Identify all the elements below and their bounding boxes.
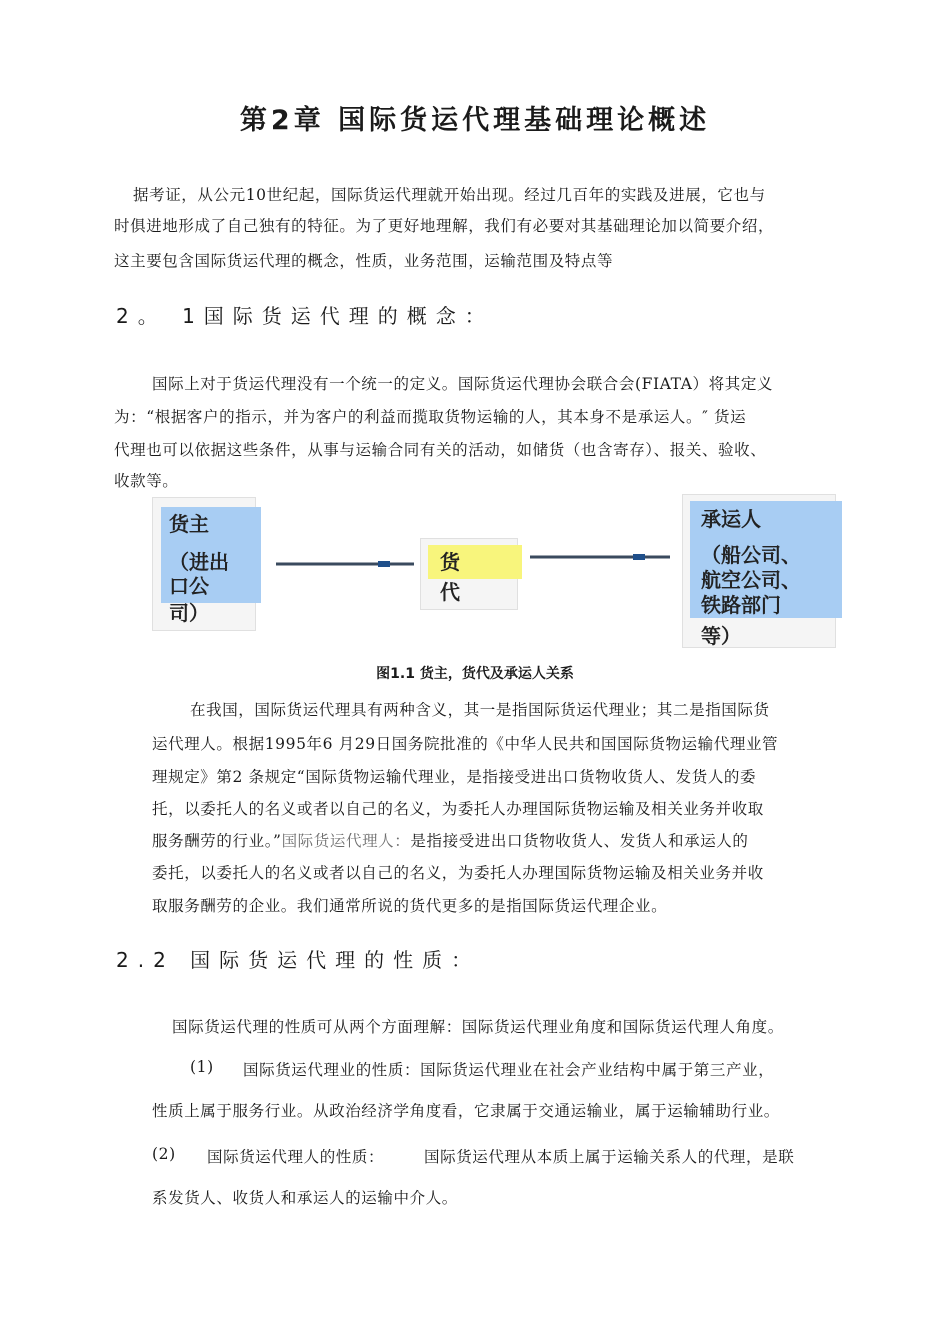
owner-label-3: 口公 xyxy=(169,574,209,598)
connector-owner-agent xyxy=(276,561,414,567)
p2-line-4: 托，以委托人的名义或者以自己的名义，为委托人办理国际货物运输及相关业务并收取 xyxy=(152,800,764,818)
agent-label-1: 货 xyxy=(440,550,460,574)
page-title: 第2章 国际货运代理基础理论概述 xyxy=(239,105,711,136)
owner-label-1: 货主 xyxy=(169,512,209,536)
intro-line-2: 时俱进地形成了自己独有的特征。为了更好地理解，我们有必要对其基础理论加以简要介绍， xyxy=(114,217,775,235)
s2-item-2-label: 国际货运代理人的性质： xyxy=(207,1148,385,1166)
p2-line-6: 委托，以委托人的名义或者以自己的名义，为委托人办理国际货物运输及相关业务并收 xyxy=(152,864,764,882)
p2-line-5 xyxy=(152,829,749,851)
p2-line-1: 在我国，国际货运代理具有两种含义，其一是指国际货运代理业；其二是指国际货 xyxy=(190,701,770,719)
owner-label-2: （进出 xyxy=(169,550,229,574)
carrier-label-5: 等） xyxy=(701,624,741,648)
intro-line-3: 这主要包含国际货运代理的概念，性质，业务范围，运输范围及特点等 xyxy=(114,252,614,270)
figure-caption: 图1.1 货主，货代及承运人关系 xyxy=(376,666,574,682)
carrier-label-4: 铁路部门 xyxy=(701,593,781,617)
carrier-label-2: （船公司、 xyxy=(701,543,801,567)
s1-line-1: 国际上对于货运代理没有一个统一的定义。国际货运代理协会联合会(FIATA）将其定义 xyxy=(152,375,774,393)
s1-line-4: 收款等。 xyxy=(114,472,179,490)
p2-line-3: 理规定》第2 条规定“国际货物运输代理业，是指接受进出口货物收货人、发货人的委 xyxy=(152,768,757,786)
agent-definition-text: 是指接受进出口货物收货人、发货人和承运人的 xyxy=(410,832,749,850)
agent-definition-label: 国际货运代理人： xyxy=(281,832,411,850)
s2-item-1-number: (1) xyxy=(190,1058,214,1076)
intro-line-1: 据考证，从公元10世纪起，国际货运代理就开始出现。经过几百年的实践及进展，它也与 xyxy=(133,186,766,204)
section-1-heading: 2。 1国际货运代理的概念： xyxy=(116,304,494,328)
s1-line-2: 为：“根据客户的指示，并为客户的利益而揽取货物运输的人，其本身不是承运人。″ 货运 xyxy=(114,408,747,426)
s2-line-5: 系发货人、收货人和承运人的运输中介人。 xyxy=(152,1189,458,1207)
s2-item-2-number: (2) xyxy=(152,1145,176,1163)
carrier-label-1: 承运人 xyxy=(701,507,761,531)
s2-line-1: 国际货运代理的性质可从两个方面理解：国际货运代理业角度和国际货运代理人角度。 xyxy=(172,1018,784,1036)
agent-label-2: 代 xyxy=(440,580,460,604)
p2-line-7: 取服务酬劳的企业。我们通常所说的货代更多的是指国际货运代理企业。 xyxy=(152,897,668,915)
p2-line-5-text: 服务酬劳的行业。” xyxy=(152,832,282,850)
owner-label-4: 司） xyxy=(169,601,209,625)
s2-line-3: 性质上属于服务行业。从政治经济学角度看，它隶属于交通运输业，属于运输辅助行业。 xyxy=(152,1102,780,1120)
s2-item-2-text: 国际货运代理从本质上属于运输关系人的代理，是联 xyxy=(424,1148,795,1166)
p2-line-2: 运代理人。根据1995年6 月29日国务院批准的《中华人民共和国国际货物运输代理业管 xyxy=(152,735,779,753)
connector-agent-carrier xyxy=(530,554,670,560)
section-2-heading: 2.2 国际货运代理的性质： xyxy=(116,948,481,972)
s1-line-3: 代理也可以依据这些条件，从事与运输合同有关的活动，如储货（也含寄存）、报关、验收、 xyxy=(114,441,767,459)
carrier-label-3: 航空公司、 xyxy=(701,568,801,592)
s2-item-1-text: 国际货运代理业的性质：国际货运代理业在社会产业结构中属于第三产业， xyxy=(243,1061,775,1079)
